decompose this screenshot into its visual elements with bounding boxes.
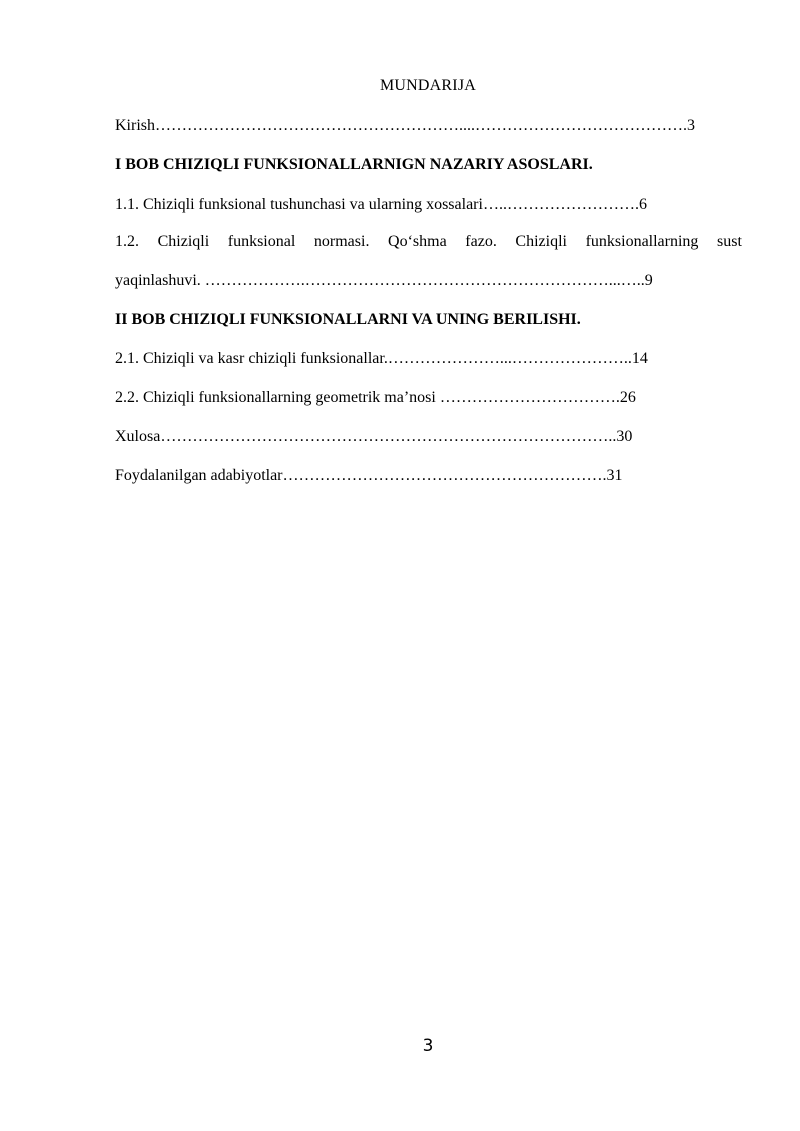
toc-chapter-2-heading: II BOB CHIZIQLI FUNKSIONALLARNI VA UNING BERILISHI.	[115, 311, 581, 328]
toc-entry-1-2-line-1	[115, 233, 742, 251]
toc-entry-references: Foydalanilgan adabiyotlar…………………………………………………….31	[115, 467, 623, 484]
toc-word: funksional	[227, 233, 296, 250]
toc-entry-conclusion: Xulosa…………………………………………………………………………..30	[115, 428, 633, 445]
toc-entry-2-1: 2.1. Chiziqli va kasr chiziqli funksionallar.…………………...…………………..14	[115, 350, 648, 367]
toc-word: fazo.	[465, 233, 497, 250]
toc-word: sust	[717, 233, 742, 250]
toc-entry-2-2: 2.2. Chiziqli funksionallarning geometrik ma’nosi …………………………….26	[115, 389, 636, 406]
page-number: 3	[422, 1036, 434, 1056]
toc-word: Qo‘shma	[388, 233, 447, 250]
toc-word: Chiziqli	[515, 233, 567, 250]
toc-entry-intro: Kirish…………………………………………………....………………………………….3	[115, 117, 695, 134]
toc-entry-1-1: 1.1. Chiziqli funksional tushunchasi va ularning xossalari…..…………………….6	[115, 196, 647, 213]
toc-word: normasi.	[313, 233, 370, 250]
toc-word: 1.2.	[115, 233, 139, 250]
toc-word: Chiziqli	[157, 233, 210, 250]
toc-word: funksionallarning	[585, 233, 699, 250]
toc-chapter-1-heading: I BOB CHIZIQLI FUNKSIONALLARNIGN NAZARIY ASOSLARI.	[115, 156, 593, 173]
toc-entry-1-2-line-2: yaqinlashuvi. ……………….…………………………………………………...…..9	[115, 272, 653, 289]
page-title: MUNDARIJA	[379, 77, 477, 94]
